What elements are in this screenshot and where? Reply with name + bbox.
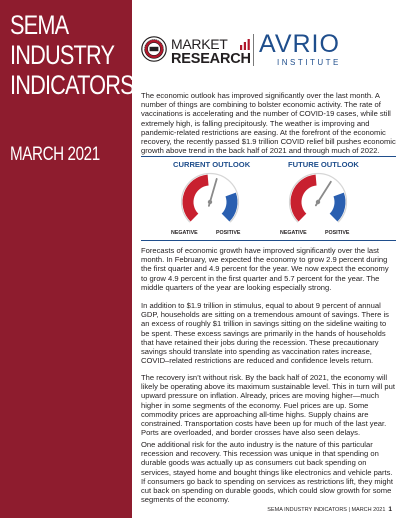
logo-row xyxy=(141,30,391,76)
bar-chart-icon xyxy=(239,38,251,50)
report-title-line-3: INDICATORS xyxy=(10,70,134,100)
outlook-top-rule xyxy=(141,156,396,157)
current-outlook-title: CURRENT OUTLOOK xyxy=(173,160,251,169)
gauge-negative-arc xyxy=(296,180,316,217)
report-date: MARCH 2021 xyxy=(10,144,100,165)
future-positive-label: POSITIVE xyxy=(325,230,350,236)
future-negative-label: NEGATIVE xyxy=(280,230,307,236)
avrio-logo-subtitle: INSTITUTE xyxy=(277,58,341,67)
report-title-line-1: SEMA xyxy=(10,10,69,40)
outlook-bottom-rule xyxy=(141,240,396,241)
future-outlook-gauge xyxy=(284,172,352,226)
gauge-negative-arc xyxy=(188,180,208,217)
gauge-positive-arc xyxy=(226,194,232,217)
gauge-positive-arc xyxy=(334,194,340,217)
current-negative-label: NEGATIVE xyxy=(171,230,198,236)
page-number: 1 xyxy=(388,506,392,513)
current-positive-label: POSITIVE xyxy=(216,230,241,236)
report-title-line-2: INDUSTRY xyxy=(10,40,115,70)
body-paragraph-risk: The recovery isn’t without risk. By the back half of 2021, the economy will likely be operating above its maximum sustainable level. This in turn will put upward pressure on inflation. Already, prices are moving higher—much higher in some segments of the economy. Fuel prices are up. Some commodity prices are approaching all-time highs. Supply chains are constrained. Transportation costs have been up for much of the last year. Ports are overloaded, and border crosses have also seen delays. xyxy=(141,373,395,438)
gauge-hub xyxy=(316,200,320,204)
market-research-logo-bottom: RESEARCH xyxy=(171,51,251,67)
report-title xyxy=(10,10,134,100)
page-footer xyxy=(267,506,392,513)
intro-paragraph: The economic outlook has improved significantly over the last month. A number of things are combining to bolster economic activity. The rate of vaccinations is accelerating and the number of COVID-19 cases, while still extremely high, is falling precipitously. The weather is improving and pandemic-related restrictions are easing. At the forefront of the economic recovery, the recently passed $1.9 trillion COVID relief bill pushes economic growth above trend in the back half of 2021 and through much of 2022. xyxy=(141,91,396,156)
body-paragraph-auto-risk: One additional risk for the auto industry is the nature of this particular recession and recovery. This recession was unique in that spending on durable goods was actually up as consumers cut back spending on services, stayed home and bought things like electronics and vehicle parts. If consumers go back to spending on services as restrictions lift, they might cut back on spending on durable goods, which could slow growth for some segments of the economy. xyxy=(141,440,393,505)
body-paragraph-savings: In addition to $1.9 trillion in stimulus, equal to about 9 percent of annual GDP, households are sitting on a tremendous amount of savings. There is an excess of roughly $1 trillion in savings sitting on the sideline waiting to be spent. These excess savings are primarily in the hands of households that have retained their jobs during the recession. These precautionary savings should translate into spending as vaccination rates increase, COVID–related restrictions are reduced and confidence levels return. xyxy=(141,301,389,366)
footer-text: SEMA INDUSTRY INDICATORS | MARCH 2021 xyxy=(267,507,386,513)
future-outlook-title: FUTURE OUTLOOK xyxy=(288,160,359,169)
avrio-logo-name: AVRIO xyxy=(259,30,340,58)
current-outlook-gauge xyxy=(176,172,244,226)
logo-divider xyxy=(253,34,254,66)
gauge-hub xyxy=(208,200,212,204)
market-research-logo-top: MARKET xyxy=(171,36,228,52)
body-paragraph-forecast: Forecasts of economic growth have improved significantly over the last month. In February, we expected the economy to grow 2.9 percent during the first quarter and 4.9 percent for the year. We now expect the economy to grow 4.9 percent in the first quarter and 5.7 percent for the year. The middle quarters of the year are looking especially strong. xyxy=(141,246,389,292)
sidebar-panel xyxy=(0,0,132,518)
sema-seal-icon xyxy=(141,36,167,62)
